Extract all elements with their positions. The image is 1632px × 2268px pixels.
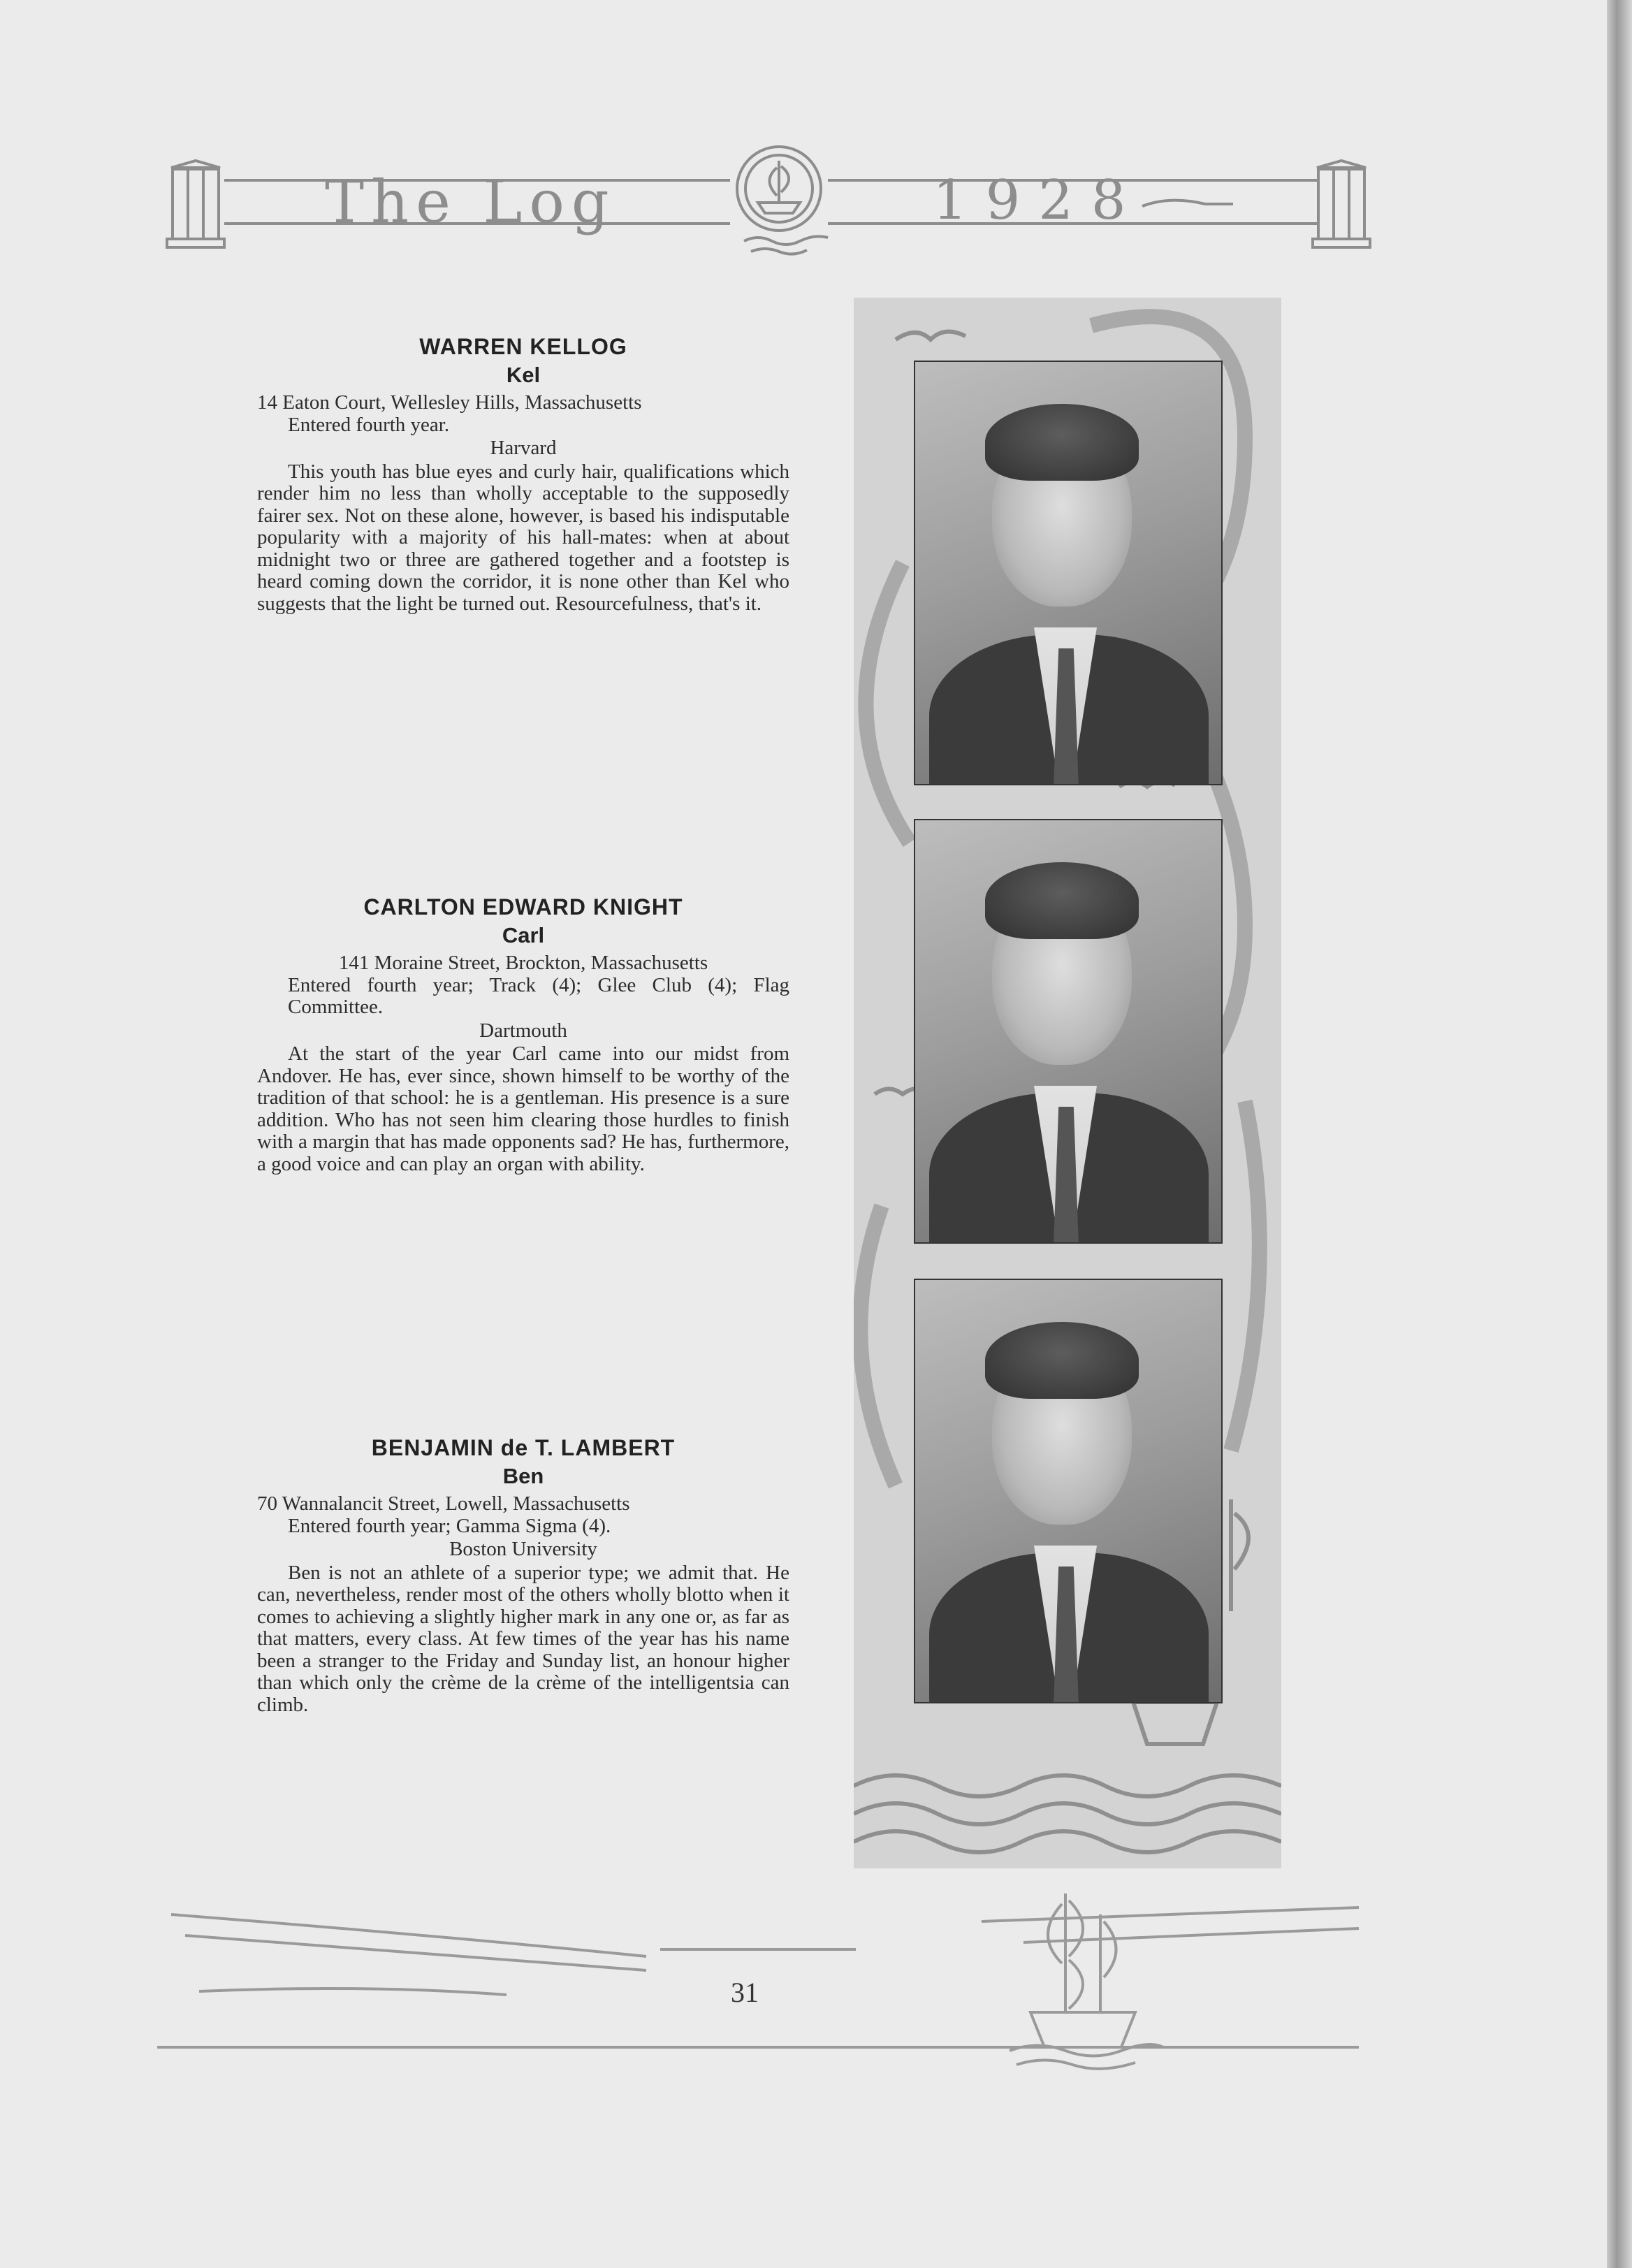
student-entered: Entered fourth year. <box>288 413 450 436</box>
student-bio: Ben is not an athlete of a superior type; we admit that. He can, nevertheless, render most of the others wholly blotto when it comes to achieving a slightly higher mark in any one or, as far as that matters, every class. At few times of the year has his name been a stranger to the Friday and Sunday list, an honour higher than which only the crème de la crème of the intelligentsia can climb. <box>257 1561 789 1716</box>
ship-ornament <box>157 1873 1380 2082</box>
portrait-strip <box>854 298 1281 1868</box>
student-nickname: Kel <box>506 363 541 387</box>
student-entered: Entered fourth year; Track (4); Glee Club (4); Flag Committee. <box>288 973 789 1018</box>
student-nickname: Ben <box>502 1464 544 1488</box>
header-title: The Log <box>325 168 616 236</box>
student-name: BENJAMIN de T. LAMBERT <box>371 1435 676 1460</box>
portrait-lambert <box>914 1279 1223 1703</box>
portrait-knight <box>914 819 1223 1244</box>
student-name: CARLTON EDWARD KNIGHT <box>363 894 683 919</box>
student-entered: Entered fourth year; Gamma Sigma (4). <box>288 1514 611 1537</box>
student-bio: At the start of the year Carl came into our midst from Andover. He has, ever since, shown himself to be worthy of the tradition of that school: he is a gentleman. His presence is a sure addition. Who has not seen him clearing those hurdles to finish with a margin that has made opponents sad? He has, furthermore, a good voice and can play an organ with ability. <box>257 1042 789 1175</box>
student-college: Harvard <box>490 437 557 459</box>
student-address: 14 Eaton Court, Wellesley Hills, Massachusetts <box>257 391 642 414</box>
student-name: WARREN KELLOG <box>419 334 627 359</box>
student-nickname: Carl <box>502 923 545 947</box>
footer-ornament <box>157 1873 1380 2082</box>
student-address: 70 Wannalancit Street, Lowell, Massachusetts <box>257 1492 630 1515</box>
entry-kellog <box>257 334 789 615</box>
entry-knight <box>257 894 789 1175</box>
student-bio: This youth has blue eyes and curly hair, qualifications which render him no less than wholly acceptable to the supposedly fairer sex. Not on these alone, however, is based his indisputable popularity with a majority of his hall-mates: when at about midnight two or three are gathered together and a footstep is heard coming down the corridor, it is none other than Kel who suggests that the light be turned out. Resourcefulness, that's it. <box>257 460 789 615</box>
page-number: 31 <box>731 1977 759 2008</box>
portrait-kellog <box>914 361 1223 785</box>
student-college: Boston University <box>449 1538 597 1560</box>
entry-lambert <box>257 1435 789 1716</box>
student-college: Dartmouth <box>479 1019 567 1042</box>
page-edge <box>1607 0 1632 2268</box>
header-banner <box>157 126 1380 266</box>
student-address: 141 Moraine Street, Brockton, Massachusetts <box>338 952 708 974</box>
header-year: 1928 <box>933 169 1144 232</box>
